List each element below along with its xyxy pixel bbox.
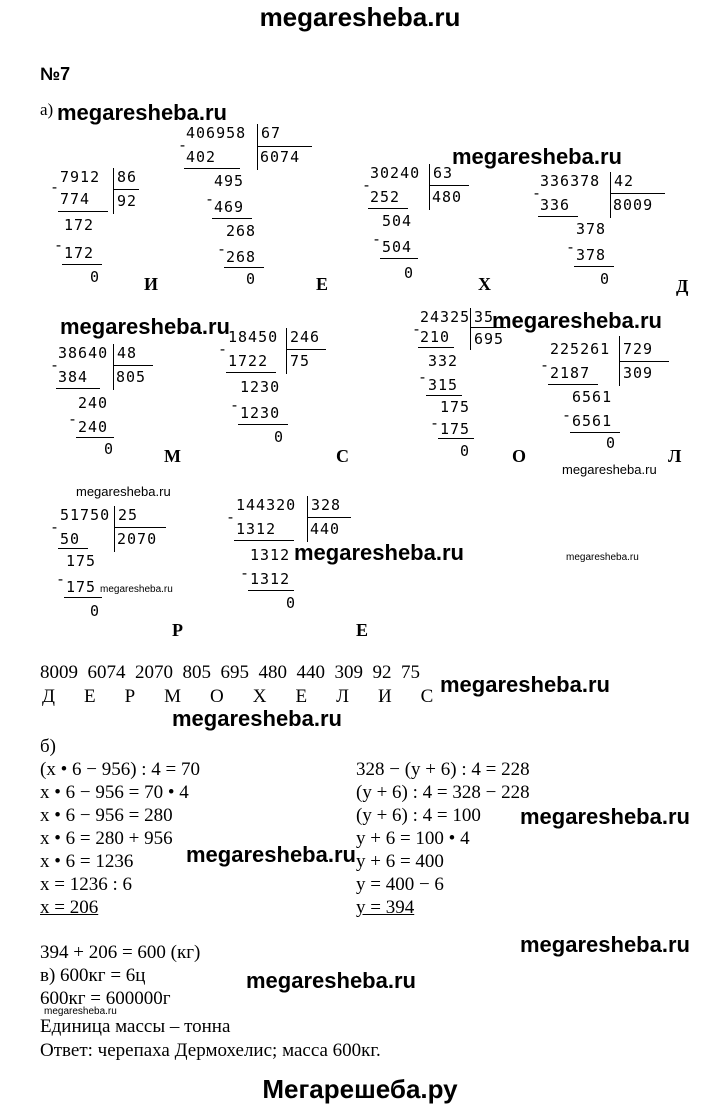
sub1: 1722 [228,352,269,370]
quotient: 6074 [260,148,301,166]
sub2: 504 [382,238,413,256]
sub1: 50 [60,530,81,548]
part-v-line2: 600кг = 600000г [40,988,171,1009]
answer-line: Ответ: черепаха Дермохелис; масса 600кг. [40,1040,381,1061]
remainder2: 268 [226,222,257,240]
divisor: 729 [623,340,654,358]
eq-line: 328 − (y + 6) : 4 = 228 [356,759,530,780]
eq-line: x = 1236 : 6 [40,874,132,895]
sub1: 2187 [550,364,591,382]
sub2: 172 [64,244,95,262]
quotient: 75 [290,352,311,370]
dividend: 144320 [236,496,297,514]
quotient: 2070 [117,530,158,548]
code-letter: М [164,446,181,466]
part-v-line1: в) 600кг = 6ц [40,965,146,986]
dividend: 24325 [420,308,471,326]
watermark: megaresheba.ru [76,484,171,499]
eq-line: y = 400 − 6 [356,874,444,895]
site-footer: Мегарешеба.ру [262,1074,458,1104]
rest: 0 [90,602,101,620]
sum-line: 394 + 206 = 600 (кг) [40,942,201,963]
sub2: 315 [428,376,459,394]
code-letter: Р [172,620,183,640]
watermark: megaresheba.ru [246,968,416,993]
part-a-label: а) [40,100,54,119]
eq-answer: y = 394 [356,897,415,918]
rest: 0 [104,440,115,458]
remainder1: 495 [214,172,245,190]
quotient: 309 [623,364,654,382]
code-letters: Д Е Р М О Х Е Л И С [42,686,436,707]
eq-line: y + 6 = 400 [356,851,444,872]
sub1: 384 [58,368,89,386]
eq-line: x • 6 = 1236 [40,851,134,872]
dividend: 38640 [58,344,109,362]
sub2: 240 [78,418,109,436]
code-letter: И [144,274,159,294]
quotient: 805 [116,368,147,386]
eq-line: (x • 6 − 956) : 4 = 70 [40,759,201,780]
remainder2: 175 [440,398,471,416]
eq-line: y + 6 = 100 • 4 [356,828,470,849]
rest: 0 [600,270,611,288]
rest: 0 [90,268,101,286]
sub1: 252 [370,188,401,206]
sub2: 1312 [250,570,291,588]
remainder1: 332 [428,352,459,370]
code-letter: Е [356,620,369,640]
remainder1: 1312 [250,546,291,564]
watermark: megaresheba.ru [186,842,356,867]
watermark: megaresheba.ru [492,308,662,333]
dividend: 30240 [370,164,421,182]
sub3: 268 [226,248,257,266]
divisor: 63 [433,164,454,182]
sub1: 336 [540,196,571,214]
dividend: 406958 [186,124,247,142]
quotient: 440 [310,520,341,538]
divisor: 25 [118,506,139,524]
remainder1: 240 [78,394,109,412]
code-letter: Д [676,276,689,296]
rest: 0 [274,428,285,446]
eq-answer: x = 206 [40,897,99,918]
eq-line: (y + 6) : 4 = 328 − 228 [356,782,530,803]
watermark: megaresheba.ru [566,552,639,563]
watermark: megaresheba.ru [452,144,622,169]
code-letter: Е [316,274,329,294]
site-header: megaresheba.ru [259,2,461,32]
code-letter: О [512,446,527,466]
dividend: 336378 [540,172,601,190]
watermark: megaresheba.ru [100,584,173,595]
watermark: megaresheba.ru [520,932,690,957]
sub1: 1312 [236,520,277,538]
sub1: 774 [60,190,91,208]
divisor: 328 [311,496,342,514]
eq-line: (y + 6) : 4 = 100 [356,805,481,826]
sub2: 6561 [572,412,613,430]
rest: 0 [460,442,471,460]
watermark: megaresheba.ru [520,804,690,829]
divisor: 48 [117,344,138,362]
eq-line: x • 6 = 280 + 956 [40,828,173,849]
remainder1: 6561 [572,388,613,406]
part-b-label: б) [40,736,56,757]
remainder1: 1230 [240,378,281,396]
watermark: megaresheba.ru [294,540,464,565]
dividend: 7912 [60,168,101,186]
eq-line: x • 6 − 956 = 280 [40,805,173,826]
rest: 0 [606,434,617,452]
watermark: megaresheba.ru [440,672,610,697]
eq-line: x • 6 − 956 = 70 • 4 [40,782,189,803]
rest: 0 [246,270,257,288]
watermark: megaresheba.ru [562,462,657,477]
quotient: 92 [117,192,138,210]
sub2: 378 [576,246,607,264]
sub2: 469 [214,198,245,216]
dividend: 51750 [60,506,111,524]
remainder1: 172 [64,216,95,234]
task-number: №7 [40,64,71,84]
sub2: 1230 [240,404,281,422]
code-numbers: 8009 6074 2070 805 695 480 440 309 92 75 [40,662,420,683]
remainder1: 378 [576,220,607,238]
code-letter: Х [478,274,491,294]
sub2: 175 [66,578,97,596]
divisor: 67 [261,124,282,142]
unit-line: Единица массы – тонна [40,1016,231,1037]
divisor: 86 [117,168,138,186]
divisor: 246 [290,328,321,346]
dividend: 225261 [550,340,611,358]
rest: 0 [286,594,297,612]
quotient: 695 [474,330,505,348]
dividend: 18450 [228,328,279,346]
remainder1: 504 [382,212,413,230]
divisor: 35 [474,308,495,326]
quotient: 480 [432,188,463,206]
sub3: 175 [440,420,471,438]
divisor: 42 [614,172,635,190]
sub1: 402 [186,148,217,166]
watermark: megaresheba.ru [44,1006,117,1017]
code-letter: Л [668,446,682,466]
remainder1: 175 [66,552,97,570]
watermark: megaresheba.ru [172,706,342,731]
code-letter: С [336,446,349,466]
watermark: megaresheba.ru [57,100,227,125]
watermark: megaresheba.ru [60,314,230,339]
sub1: 210 [420,328,451,346]
quotient: 8009 [613,196,654,214]
rest: 0 [404,264,415,282]
